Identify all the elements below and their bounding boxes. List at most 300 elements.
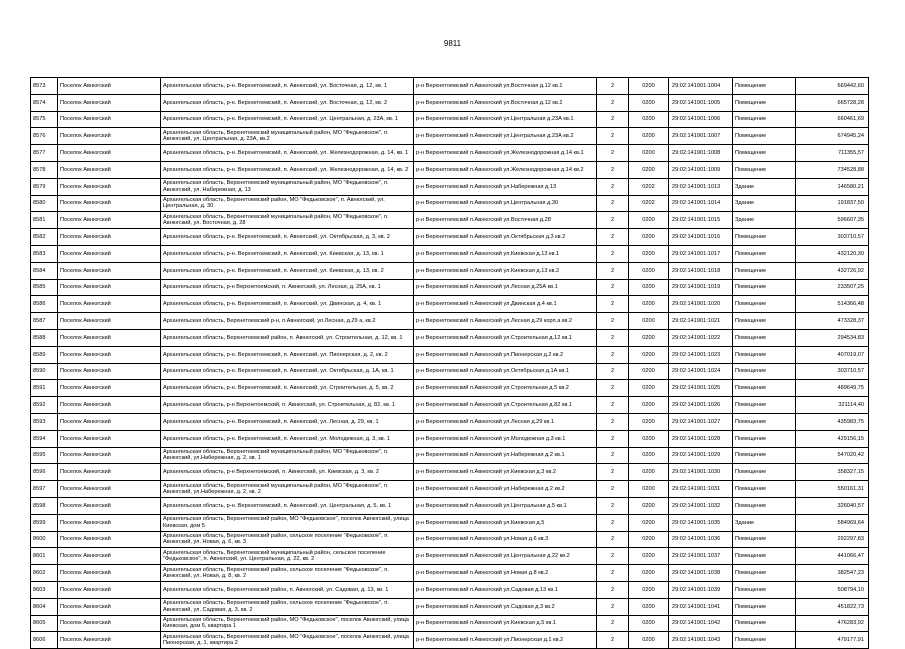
row-number-cell: 8582: [31, 229, 58, 246]
cadastral-number-cell: 29:02:141901:1041: [669, 598, 733, 615]
cadastral-number-cell: 29:02:141901:1028: [669, 430, 733, 447]
short-address-cell: р-н Верхнетоемский п.Авнюгский ул.Центральная д.23А кв.1: [414, 111, 597, 128]
row-number-cell: 8580: [31, 195, 58, 212]
cadastral-number-cell: 29:02:141901:1036: [669, 531, 733, 548]
address-cell: Архангельская область, р-н Верхнетоемский, п. Авнюгский, ул. Лесная, д. 25А, кв. 1: [161, 279, 414, 296]
cadastral-number-cell: 29:02:141901:1021: [669, 313, 733, 330]
cadastral-number-cell: 29:02:141901:1013: [669, 178, 733, 195]
object-type-cell: Помещение: [733, 78, 796, 95]
cadastral-number-cell: 29:02:141901:1009: [669, 161, 733, 178]
cadastral-value-cell: 294534,83: [796, 329, 869, 346]
code-cell: 0200: [629, 481, 669, 498]
settlement-cell: Поселок Авнюгский: [58, 447, 161, 464]
short-address-cell: р-н Верхнетоемский п.Авнюгский ул.Киевская д.5 кв.1: [414, 615, 597, 632]
page-number: 9811: [443, 39, 462, 48]
count-cell: 2: [597, 447, 629, 464]
table-row: [31, 548, 869, 565]
count-cell: 2: [597, 565, 629, 582]
row-number-cell: 8587: [31, 313, 58, 330]
table-row: [31, 94, 869, 111]
object-type-cell: Здание: [733, 178, 796, 195]
settlement-cell: Поселок Авнюгский: [58, 380, 161, 397]
count-cell: 2: [597, 145, 629, 162]
address-cell: Архангельская область, р-н. Верхнетоемский, п. Авнюгский, ул. Лесная, д. 29, кв. 1: [161, 413, 414, 430]
row-number-cell: 8579: [31, 178, 58, 195]
table-row: [31, 145, 869, 162]
short-address-cell: р-н Верхнетоемский п.Авнюгский ул.Двинская д.4 кв.1: [414, 296, 597, 313]
settlement-cell: Поселок Авнюгский: [58, 313, 161, 330]
code-cell: 0200: [629, 447, 669, 464]
cadastral-value-cell: 146580,21: [796, 178, 869, 195]
count-cell: 2: [597, 497, 629, 514]
address-cell: Архангельская область, р-н. Верхнетоемский, п. Авнюгский, ул. Восточная, д. 12, кв. 1: [161, 78, 414, 95]
object-type-cell: Помещение: [733, 430, 796, 447]
object-type-cell: Помещение: [733, 581, 796, 598]
short-address-cell: р-н Верхнетоемский п.Авнюгский ул.Молодежная д.3 кв.1: [414, 430, 597, 447]
row-number-cell: 8595: [31, 447, 58, 464]
settlement-cell: Поселок Авнюгский: [58, 565, 161, 582]
row-number-cell: 8578: [31, 161, 58, 178]
cadastral-value-cell: 508794,10: [796, 581, 869, 598]
cadastral-value-cell: 547020,42: [796, 447, 869, 464]
row-number-cell: 8583: [31, 245, 58, 262]
settlement-cell: Поселок Авнюгский: [58, 514, 161, 531]
address-cell: Архангельская область, Верхнетоемский район, сельское поселение "Федьковское", п. Авнюгский, ул. Новая, д. 8, кв. 2: [161, 565, 414, 582]
count-cell: 2: [597, 111, 629, 128]
row-number-cell: 8590: [31, 363, 58, 380]
table-row: [31, 447, 869, 464]
short-address-cell: р-н Верхнетоемский п.Авнюгский ул.Лесная д.29 кв.1: [414, 413, 597, 430]
cadastral-number-cell: 29:02:141901:1029: [669, 447, 733, 464]
row-number-cell: 8600: [31, 531, 58, 548]
code-cell: 0200: [629, 397, 669, 414]
table-row: [31, 363, 869, 380]
count-cell: 2: [597, 430, 629, 447]
count-cell: 2: [597, 296, 629, 313]
cadastral-value-cell: 233507,25: [796, 279, 869, 296]
address-cell: Архангельская область, Верхнетоемский муниципальный район, МО "Федьковское", п. Авнюгский, ул.Набережная, д. 2, кв. 2: [161, 481, 414, 498]
object-type-cell: Помещение: [733, 296, 796, 313]
address-cell: Архангельская область, р-н. Верхнетоемский, п. Авнюгский, ул. Молодежная, д. 3, кв. 1: [161, 430, 414, 447]
row-number-cell: 8591: [31, 380, 58, 397]
table-row: [31, 195, 869, 212]
cadastral-number-cell: 29:02:141901:1022: [669, 329, 733, 346]
short-address-cell: р-н Верхнетоемский п.Авнюгский ул.Восточная д.12 кв.1: [414, 78, 597, 95]
address-cell: Архангельская область, Верхнетоемский район, МО "Федьковское", поселок Авнюгский, улица Пионерская, д. 1, квартира 2: [161, 632, 414, 649]
count-cell: 2: [597, 94, 629, 111]
count-cell: 2: [597, 531, 629, 548]
short-address-cell: р-н Верхнетоемский п.Авнюгский ул.Набережная д.2 кв.1: [414, 447, 597, 464]
count-cell: 2: [597, 178, 629, 195]
row-number-cell: 8573: [31, 78, 58, 95]
settlement-cell: Поселок Авнюгский: [58, 497, 161, 514]
cadastral-value-cell: 303710,57: [796, 229, 869, 246]
settlement-cell: Поселок Авнюгский: [58, 245, 161, 262]
cadastral-value-cell: 382547,23: [796, 565, 869, 582]
short-address-cell: р-н Верхнетоемский п.Авнюгский ул.Киевская д.3 кв.2: [414, 464, 597, 481]
count-cell: 2: [597, 548, 629, 565]
row-number-cell: 8581: [31, 212, 58, 229]
table-row: [31, 329, 869, 346]
settlement-cell: Поселок Авнюгский: [58, 279, 161, 296]
short-address-cell: р-н Верхнетоемский п.Авнюгский ул.Центральная д.22 кв.2: [414, 548, 597, 565]
object-type-cell: Помещение: [733, 598, 796, 615]
address-cell: Архангельская область, Верхнетоемский район, п. Авнюгский, ул. Строительная, д. 12, кв. 1: [161, 329, 414, 346]
table-row: [31, 245, 869, 262]
address-cell: Архангельская область, р-н. Верхнетоемский, п. Авнюгский, ул. Пионерская, д. 2, кв. 2: [161, 346, 414, 363]
table-row: [31, 279, 869, 296]
short-address-cell: р-н Верхнетоемский п.Авнюгский ул.Киевская д.13 кв.1: [414, 245, 597, 262]
code-cell: 0200: [629, 279, 669, 296]
settlement-cell: Поселок Авнюгский: [58, 145, 161, 162]
object-type-cell: Помещение: [733, 548, 796, 565]
address-cell: Архангельская область, р-н. Верхнетоемский, п. Авнюгский, ул. Октябрьская, д. 1А, кв. 1: [161, 363, 414, 380]
cadastral-number-cell: 29:02:141901:1037: [669, 548, 733, 565]
cadastral-value-cell: 665728,28: [796, 94, 869, 111]
object-type-cell: Помещение: [733, 615, 796, 632]
table-row: [31, 380, 869, 397]
row-number-cell: 8586: [31, 296, 58, 313]
object-type-cell: Здание: [733, 195, 796, 212]
object-type-cell: Помещение: [733, 397, 796, 414]
cadastral-value-cell: 441066,47: [796, 548, 869, 565]
settlement-cell: Поселок Авнюгский: [58, 548, 161, 565]
short-address-cell: р-н Верхнетоемский п.Авнюгский ул.Восточная д.12 кв.2: [414, 94, 597, 111]
cadastral-number-cell: 29:02:141901:1025: [669, 380, 733, 397]
settlement-cell: Поселок Авнюгский: [58, 346, 161, 363]
table-row: [31, 346, 869, 363]
code-cell: 0200: [629, 363, 669, 380]
cadastral-value-cell: 479177,91: [796, 632, 869, 649]
cadastral-number-cell: 29:02:141901:1018: [669, 262, 733, 279]
object-type-cell: Помещение: [733, 145, 796, 162]
code-cell: 0200: [629, 262, 669, 279]
count-cell: 2: [597, 212, 629, 229]
cadastral-value-cell: 358327,15: [796, 464, 869, 481]
cadastral-value-cell: 489649,75: [796, 380, 869, 397]
cadastral-number-cell: 29:02:141901:1004: [669, 78, 733, 95]
row-number-cell: 8594: [31, 430, 58, 447]
settlement-cell: Поселок Авнюгский: [58, 397, 161, 414]
cadastral-number-cell: 29:02:141901:1015: [669, 212, 733, 229]
cadastral-number-cell: 29:02:141901:1038: [669, 565, 733, 582]
table-row: [31, 615, 869, 632]
code-cell: 0200: [629, 598, 669, 615]
code-cell: 0200: [629, 464, 669, 481]
settlement-cell: Поселок Авнюгский: [58, 296, 161, 313]
cadastral-number-cell: 29:02:141901:1006: [669, 111, 733, 128]
count-cell: 2: [597, 632, 629, 649]
short-address-cell: р-н Верхнетоемский п.Авнюгский ул.Набережная д.13: [414, 178, 597, 195]
row-number-cell: 8585: [31, 279, 58, 296]
code-cell: 0200: [629, 430, 669, 447]
cadastral-number-cell: 29:02:141901:1027: [669, 413, 733, 430]
object-type-cell: Помещение: [733, 481, 796, 498]
table-row: [31, 229, 869, 246]
cadastral-value-cell: 292297,83: [796, 531, 869, 548]
short-address-cell: р-н Верхнетоемский п.Авнюгский ул.Железнодорожная д.14 кв.2: [414, 161, 597, 178]
table-row: [31, 531, 869, 548]
settlement-cell: Поселок Авнюгский: [58, 413, 161, 430]
row-number-cell: 8584: [31, 262, 58, 279]
settlement-cell: Поселок Авнюгский: [58, 632, 161, 649]
settlement-cell: Поселок Авнюгский: [58, 111, 161, 128]
address-cell: Архангельская область, Верхнетоемский район, МО "Федьковское", поселок Авнюгский, улица Киевская, дом 5, квартира 1: [161, 615, 414, 632]
cadastral-value-cell: 660461,69: [796, 111, 869, 128]
short-address-cell: р-н Верхнетоемский п.Авнюгский ул.Пионерская д.1 кв.2: [414, 632, 597, 649]
row-number-cell: 8604: [31, 598, 58, 615]
cadastral-number-cell: 29:02:141901:1031: [669, 481, 733, 498]
settlement-cell: Поселок Авнюгский: [58, 78, 161, 95]
count-cell: 2: [597, 329, 629, 346]
cadastral-value-cell: 429156,15: [796, 430, 869, 447]
cadastral-value-cell: 550161,31: [796, 481, 869, 498]
cadastral-number-cell: 29:02:141901:1035: [669, 514, 733, 531]
count-cell: 2: [597, 481, 629, 498]
row-number-cell: 8597: [31, 481, 58, 498]
count-cell: 2: [597, 346, 629, 363]
settlement-cell: Поселок Авнюгский: [58, 581, 161, 598]
table-row: [31, 632, 869, 649]
cadastral-value-cell: 191837,50: [796, 195, 869, 212]
object-type-cell: Помещение: [733, 363, 796, 380]
object-type-cell: Помещение: [733, 413, 796, 430]
short-address-cell: р-н Верхнетоемский п.Авнюгский ул.Строительная д.5 кв.2: [414, 380, 597, 397]
row-number-cell: 8574: [31, 94, 58, 111]
address-cell: Архангельская область, р-н. Верхнетоемский, п. Авнюгский, ул. Железнодорожная, д. 14, кв. 1: [161, 145, 414, 162]
cadastral-value-cell: 596607,35: [796, 212, 869, 229]
settlement-cell: Поселок Авнюгский: [58, 464, 161, 481]
address-cell: Архангельская область, р-н. Верхнетоемский, п. Авнюгский, ул. Киевская, д. 13, кв. 1: [161, 245, 414, 262]
short-address-cell: р-н Верхнетоемский п.Авнюгский ул.Лесная д.25А кв.1: [414, 279, 597, 296]
table-row: [31, 481, 869, 498]
count-cell: 2: [597, 262, 629, 279]
row-number-cell: 8603: [31, 581, 58, 598]
object-type-cell: Помещение: [733, 565, 796, 582]
cadastral-value-table: [30, 77, 869, 649]
code-cell: 0200: [629, 380, 669, 397]
code-cell: 0200: [629, 128, 669, 145]
object-type-cell: Помещение: [733, 245, 796, 262]
count-cell: 2: [597, 313, 629, 330]
cadastral-value-cell: 514366,48: [796, 296, 869, 313]
row-number-cell: 8576: [31, 128, 58, 145]
settlement-cell: Поселок Авнюгский: [58, 195, 161, 212]
address-cell: Архангельская область, р-н. Верхнетоемский, п. Авнюгский, ул. Октябрьская, д. 3, кв. 2: [161, 229, 414, 246]
settlement-cell: Поселок Авнюгский: [58, 615, 161, 632]
settlement-cell: Поселок Авнюгский: [58, 161, 161, 178]
count-cell: 2: [597, 78, 629, 95]
short-address-cell: р-н Верхнетоемский п.Авнюгский ул.Садовая д.13 кв.1: [414, 581, 597, 598]
short-address-cell: р-н Верхнетоемский п.Авнюгский ул.Пионерская д.2 кв.2: [414, 346, 597, 363]
code-cell: 0200: [629, 497, 669, 514]
row-number-cell: 8588: [31, 329, 58, 346]
settlement-cell: Поселок Авнюгский: [58, 128, 161, 145]
row-number-cell: 8599: [31, 514, 58, 531]
settlement-cell: Поселок Авнюгский: [58, 430, 161, 447]
settlement-cell: Поселок Авнюгский: [58, 178, 161, 195]
cadastral-number-cell: 29:02:141901:1023: [669, 346, 733, 363]
code-cell: 0200: [629, 632, 669, 649]
address-cell: Архангельская область, р-н. Верхнетоемский, п. Авнюгский, ул. Двинская, д. 4, кв. 1: [161, 296, 414, 313]
count-cell: 2: [597, 195, 629, 212]
code-cell: 0202: [629, 195, 669, 212]
short-address-cell: р-н Верхнетоемский п.Авнюгский ул.Центральная д.5 кв.1: [414, 497, 597, 514]
table-row: [31, 514, 869, 531]
table-row: [31, 78, 869, 95]
count-cell: 2: [597, 581, 629, 598]
object-type-cell: Помещение: [733, 262, 796, 279]
code-cell: 0202: [629, 178, 669, 195]
table-row: [31, 464, 869, 481]
row-number-cell: 8598: [31, 497, 58, 514]
object-type-cell: Помещение: [733, 279, 796, 296]
count-cell: 2: [597, 413, 629, 430]
address-cell: Архангельская область, р-н. Верхнетоемский, п. Авнюгский, ул. Строительная, д. 5, кв. 2: [161, 380, 414, 397]
address-cell: Архангельская область, р-н. Верхнетоемский, п. Авнюгский, ул. Железнодорожная, д. 14, кв. 2: [161, 161, 414, 178]
short-address-cell: р-н Верхнетоемский п.Авнюгский ул.Киевская д.5: [414, 514, 597, 531]
code-cell: 0200: [629, 229, 669, 246]
count-cell: 2: [597, 229, 629, 246]
count-cell: 2: [597, 279, 629, 296]
object-type-cell: Помещение: [733, 329, 796, 346]
cadastral-value-cell: 473328,37: [796, 313, 869, 330]
address-cell: Архангельская область, р-н. Верхнетоемский, п. Авнюгский, ул. Киевская, д. 13, кв. 2: [161, 262, 414, 279]
address-cell: Архангельская область, р-н Верхнетоемский, п. Авнюгский, ул. Киевская, д. 3, кв. 2: [161, 464, 414, 481]
object-type-cell: Помещение: [733, 632, 796, 649]
cadastral-number-cell: 29:02:141901:1008: [669, 145, 733, 162]
cadastral-number-cell: 29:02:141901:1017: [669, 245, 733, 262]
address-cell: Архангельская область, Верхнетоемский муниципальный район, сельское поселение "Федьковское", п. Авнюгский, ул. Центральная, д. 22, кв. 2: [161, 548, 414, 565]
code-cell: 0200: [629, 615, 669, 632]
table-row: [31, 111, 869, 128]
row-number-cell: 8592: [31, 397, 58, 414]
code-cell: 0200: [629, 94, 669, 111]
object-type-cell: Помещение: [733, 464, 796, 481]
cadastral-number-cell: 29:02:141901:1005: [669, 94, 733, 111]
cadastral-value-cell: 432120,30: [796, 245, 869, 262]
address-cell: Архангельская область, Верхнетоемский муниципальный район, МО "Федьковское", п. Авнюгский, ул. Восточная, д. 28: [161, 212, 414, 229]
table-row: [31, 430, 869, 447]
table-row: [31, 128, 869, 145]
cadastral-number-cell: 29:02:141901:1014: [669, 195, 733, 212]
address-cell: Архангельская область, Верхнетоемский р-н, п.Авнюгский, ул.Лесная, д.29 а, кв.2: [161, 313, 414, 330]
cadastral-value-cell: 407019,07: [796, 346, 869, 363]
code-cell: 0200: [629, 296, 669, 313]
short-address-cell: р-н Верхнетоемский п.Авнюгский ул.Центральная д.30: [414, 195, 597, 212]
cadastral-value-cell: 476283,92: [796, 615, 869, 632]
short-address-cell: р-н Верхнетоемский п.Авнюгский ул.Центральная д.23А кв.2: [414, 128, 597, 145]
table-row: [31, 161, 869, 178]
table-body: [31, 78, 869, 649]
table-row: [31, 313, 869, 330]
object-type-cell: Помещение: [733, 346, 796, 363]
count-cell: 2: [597, 161, 629, 178]
code-cell: 0200: [629, 145, 669, 162]
object-type-cell: Помещение: [733, 531, 796, 548]
object-type-cell: Помещение: [733, 313, 796, 330]
count-cell: 2: [597, 464, 629, 481]
object-type-cell: Помещение: [733, 229, 796, 246]
object-type-cell: Помещение: [733, 128, 796, 145]
address-cell: Архангельская область, Верхнетоемский муниципальный район, МО "Федьковское", п. Авнюгский, ул. Набережная, д. 13: [161, 178, 414, 195]
cadastral-value-cell: 432726,92: [796, 262, 869, 279]
row-number-cell: 8602: [31, 565, 58, 582]
cadastral-value-cell: 711355,57: [796, 145, 869, 162]
address-cell: Архангельская область, Верхнетоемский муниципальный район, МО "Федьковское", п. Авнюгский, ул.Набережная, д. 2, кв. 1: [161, 447, 414, 464]
row-number-cell: 8575: [31, 111, 58, 128]
code-cell: 0200: [629, 212, 669, 229]
address-cell: Архангельская область, р-н. Верхнетоемский, п. Авнюгский, ул. Восточная, д. 12, кв. 2: [161, 94, 414, 111]
short-address-cell: р-н Верхнетоемский п.Авнюгский ул.Восточная д.28: [414, 212, 597, 229]
code-cell: 0200: [629, 78, 669, 95]
settlement-cell: Поселок Авнюгский: [58, 531, 161, 548]
cadastral-value-cell: 674945,24: [796, 128, 869, 145]
table-row: [31, 212, 869, 229]
settlement-cell: Поселок Авнюгский: [58, 598, 161, 615]
settlement-cell: Поселок Авнюгский: [58, 329, 161, 346]
table-row: [31, 565, 869, 582]
cadastral-value-cell: 734528,88: [796, 161, 869, 178]
object-type-cell: Помещение: [733, 94, 796, 111]
table-row: [31, 497, 869, 514]
settlement-cell: Поселок Авнюгский: [58, 212, 161, 229]
cadastral-number-cell: 29:02:141901:1042: [669, 615, 733, 632]
short-address-cell: р-н Верхнетоемский п.Авнюгский ул.Строительная д.12 кв.1: [414, 329, 597, 346]
cadastral-number-cell: 29:02:141901:1032: [669, 497, 733, 514]
count-cell: 2: [597, 245, 629, 262]
count-cell: 2: [597, 363, 629, 380]
count-cell: 2: [597, 128, 629, 145]
table-row: [31, 598, 869, 615]
table-row: [31, 413, 869, 430]
code-cell: 0200: [629, 245, 669, 262]
short-address-cell: р-н Верхнетоемский п.Авнюгский ул.Новая д.6 кв.3: [414, 531, 597, 548]
address-cell: Архангельская область, р-н. Верхнетоемский, п. Авнюгский, ул. Центральная, д. 5, кв. 1: [161, 497, 414, 514]
cadastral-number-cell: 29:02:141901:1043: [669, 632, 733, 649]
count-cell: 2: [597, 615, 629, 632]
count-cell: 2: [597, 397, 629, 414]
short-address-cell: р-н Верхнетоемский п.Авнюгский ул.Лесная д.29 корп.а кв.2: [414, 313, 597, 330]
short-address-cell: р-н Верхнетоемский п.Авнюгский ул.Набережная д.2 кв.2: [414, 481, 597, 498]
object-type-cell: Помещение: [733, 380, 796, 397]
address-cell: Архангельская область, Верхнетоемский муниципальный район, МО "Федьковское", п. Авнюгский, ул. Центральная, д. 23А, кв.2: [161, 128, 414, 145]
short-address-cell: р-н Верхнетоемский п.Авнюгский ул.Октябрьская д.3 кв.2: [414, 229, 597, 246]
cadastral-number-cell: 29:02:141901:1026: [669, 397, 733, 414]
row-number-cell: 8601: [31, 548, 58, 565]
cadastral-value-cell: 303710,57: [796, 363, 869, 380]
cadastral-number-cell: 29:02:141901:1024: [669, 363, 733, 380]
cadastral-number-cell: 29:02:141901:1020: [669, 296, 733, 313]
object-type-cell: Помещение: [733, 447, 796, 464]
table-row: [31, 296, 869, 313]
count-cell: 2: [597, 598, 629, 615]
settlement-cell: Поселок Авнюгский: [58, 481, 161, 498]
row-number-cell: 8606: [31, 632, 58, 649]
short-address-cell: р-н Верхнетоемский п.Авнюгский ул.Киевская д.13 кв.2: [414, 262, 597, 279]
address-cell: Архангельская область, Верхнетоемский район, МО "Федьковское", п. Авнюгский, ул. Центральная, д. 30: [161, 195, 414, 212]
address-cell: Архангельская область, Верхнетоемский район, МО "Федьковское", поселок Авнюгский, улица Киевская, дом 5: [161, 514, 414, 531]
short-address-cell: р-н Верхнетоемский п.Авнюгский ул.Садовая д.3 кв.2: [414, 598, 597, 615]
address-cell: Архангельская область, Верхнетоемский район, сельское поселение "Федьковское", п. Авнюгский, ул. Новая, д. 6, кв. 3: [161, 531, 414, 548]
address-cell: Архангельская область, Верхнетоемский район, п. Авнюгский, ул. Садовая, д. 13, кв. 1: [161, 581, 414, 598]
short-address-cell: р-н Верхнетоемский п.Авнюгский ул.Новая д.8 кв.2: [414, 565, 597, 582]
code-cell: 0200: [629, 581, 669, 598]
cadastral-value-cell: 321114,40: [796, 397, 869, 414]
cadastral-number-cell: 29:02:141901:1016: [669, 229, 733, 246]
row-number-cell: 8593: [31, 413, 58, 430]
code-cell: 0200: [629, 413, 669, 430]
